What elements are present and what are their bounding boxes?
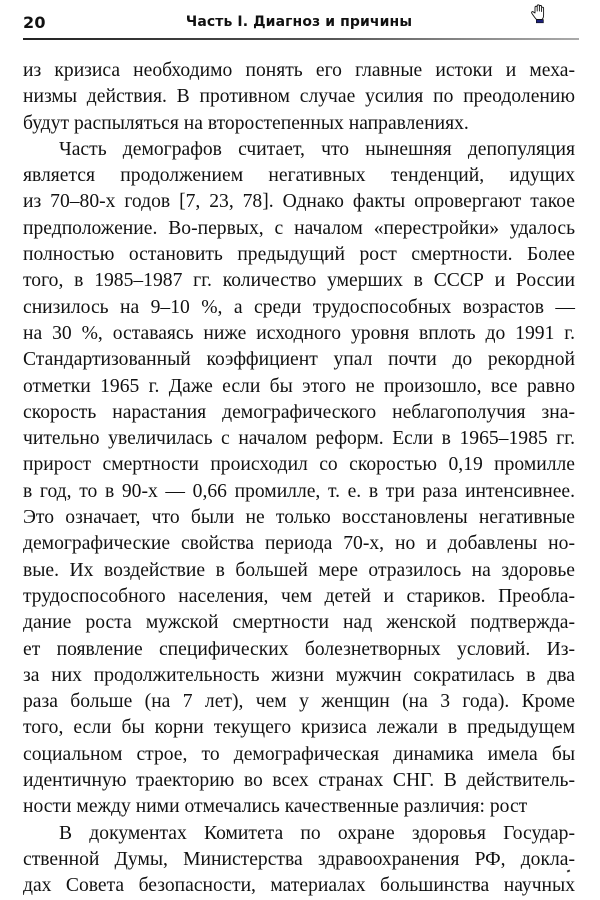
- text-line: отметки 1965 г. Даже если бы этого не произошло, все равно: [23, 375, 575, 397]
- text-line: Часть демографов считает, что нынешняя депопуляция: [59, 138, 575, 160]
- text-line: ности между ними отмечались качественные различия: рост: [23, 796, 528, 818]
- text-line: дание роста мужской смертности над женской подтвержда-: [23, 612, 575, 634]
- text-line: того, в 1985–1987 гг. количество умерших в СССР и России: [23, 270, 575, 292]
- text-line: раза больше (на 7 лет), чем у женщин (на 3 года). Кроме: [23, 691, 575, 713]
- text-line: Это означает, что были не только восстановлены негативные: [23, 507, 575, 529]
- body-text: [23, 58, 575, 900]
- text-line: идентичную траекторию во всех странах СНГ. В действитель-: [23, 770, 575, 792]
- text-line: В документах Комитета по охране здоровья Государ-: [59, 822, 575, 844]
- text-line: ет появление специфических болезнетворных условий. Из-: [23, 638, 575, 660]
- text-line: скорость нарастания демографического неблагополучия зна-: [23, 401, 575, 423]
- text-line: демографические свойства периода 70-х, но и добавлены но-: [23, 533, 575, 555]
- text-line: в год, то в 90-х — 0,66 промилле, т. е. в три раза интенсивнее.: [23, 480, 575, 502]
- text-line: предположение. Во-первых, с началом «перестройки» удалось: [23, 217, 575, 239]
- text-line: того, если бы корни текущего кризиса лежали в предыдущем: [23, 717, 575, 739]
- text-line: из 70–80-х годов [7, 23, 78]. Однако факты опровергают такое: [23, 191, 575, 213]
- text-line: чительно увеличилась с началом реформ. Если в 1965–1985 гг.: [23, 428, 575, 450]
- text-line: социальном строе, то демографическая динамика имела бы: [23, 743, 575, 765]
- running-title: Часть I. Диагноз и причины: [185, 14, 413, 30]
- hand-cursor-icon: [530, 4, 548, 24]
- text-line: дах Совета безопасности, материалах большинства научных: [23, 875, 575, 897]
- text-line: ственной Думы, Министерства здравоохранения РФ, докла-: [23, 848, 575, 870]
- text-line: вые. Их воздействие в большей мере отразилось на здоровье: [23, 559, 575, 581]
- text-line: будут распыляться на второстепенных направлениях.: [23, 112, 469, 134]
- text-line: за них продолжительность жизни мужчин сократилась в два: [23, 664, 575, 686]
- text-line: на 30 %, оставаясь ниже исходного уровня вплоть до 1991 г.: [23, 322, 575, 344]
- book-page: [23, 0, 575, 897]
- text-line: трудоспособного населения, чем детей и стариков. Преобла-: [23, 585, 575, 607]
- text-line: низмы действия. В противном случае усилия по преодолению: [23, 86, 575, 108]
- running-header: [23, 0, 575, 38]
- header-rule: [23, 38, 579, 40]
- page-number: 20: [23, 13, 46, 32]
- text-line: Стандартизованный коэффициент упал почти до рекордной: [23, 349, 575, 371]
- text-line: является продолжением негативных тенденций, идущих: [23, 165, 575, 187]
- text-line: полностью остановить предыдущий рост смертности. Более: [23, 244, 575, 266]
- text-line: снизилось на 9–10 %, а среди трудоспособных возрастов —: [23, 296, 575, 318]
- text-line: из кризиса необходимо понять его главные истоки и меха-: [23, 60, 575, 81]
- text-line: прирост смертности происходил со скоростью 0,19 промилле: [23, 454, 575, 476]
